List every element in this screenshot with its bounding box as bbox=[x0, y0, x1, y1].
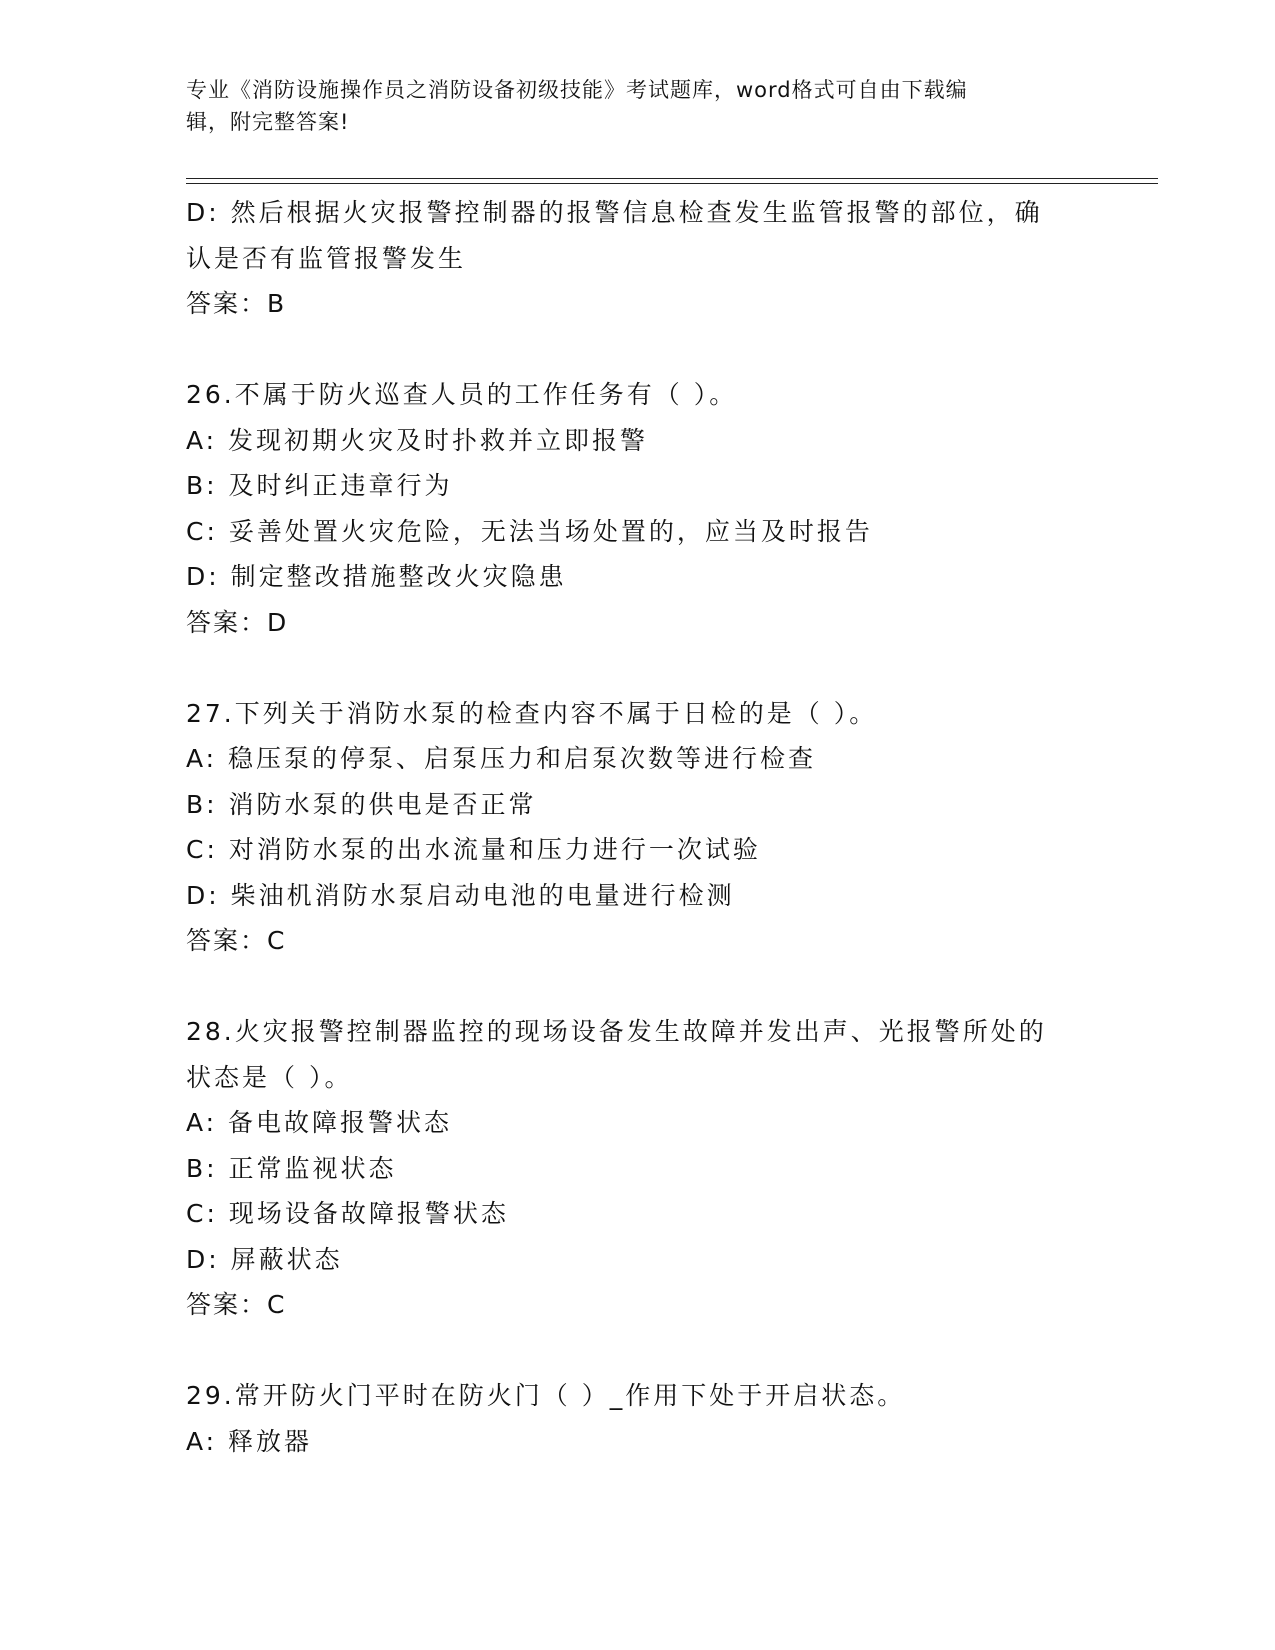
prev-option-d-line-1: D: 然后根据火灾报警控制器的报警信息检查发生监管报警的部位，确 bbox=[186, 198, 1043, 227]
header-divider-top bbox=[186, 178, 1158, 179]
option-b: B: 及时纠正违章行为 bbox=[186, 471, 453, 500]
option-b: B: 正常监视状态 bbox=[186, 1153, 397, 1183]
question-stem: 27.下列关于消防水泵的检查内容不属于日检的是（ ）。 bbox=[186, 698, 878, 728]
question-29 bbox=[186, 1373, 1086, 1464]
answer: 答案：C bbox=[186, 926, 287, 955]
header-line-1: 专业《消防设施操作员之消防设备初级技能》考试题库，word格式可自由下载编 bbox=[186, 78, 968, 102]
question-27 bbox=[186, 691, 1086, 964]
option-c: C: 妥善处置火灾危险，无法当场处置的，应当及时报告 bbox=[186, 516, 873, 546]
spacer bbox=[186, 645, 1086, 691]
answer: 答案：D bbox=[186, 607, 289, 637]
prev-option-d-line-2: 认是否有监管报警发生 bbox=[186, 243, 467, 273]
option-a: A: 释放器 bbox=[186, 1426, 313, 1456]
header-divider-bottom bbox=[186, 183, 1158, 184]
document-header bbox=[186, 74, 1066, 138]
question-stem: 28.火灾报警控制器监控的现场设备发生故障并发出声、光报警所处的 bbox=[186, 1017, 1047, 1046]
header-line-2: 辑，附完整答案! bbox=[186, 110, 350, 134]
question-list bbox=[186, 190, 1086, 1464]
option-d: D: 屏蔽状态 bbox=[186, 1244, 343, 1274]
option-a: A: 稳压泵的停泵、启泵压力和启泵次数等进行检查 bbox=[186, 744, 817, 773]
option-b: B: 消防水泵的供电是否正常 bbox=[186, 789, 537, 819]
question-stem-continued: 状态是（ ）。 bbox=[186, 1062, 353, 1092]
answer: 答案：C bbox=[186, 1290, 287, 1319]
option-c: C: 对消防水泵的出水流量和压力进行一次试验 bbox=[186, 835, 761, 864]
option-a: A: 备电故障报警状态 bbox=[186, 1108, 453, 1137]
option-c: C: 现场设备故障报警状态 bbox=[186, 1199, 509, 1228]
option-d: D: 柴油机消防水泵启动电池的电量进行检测 bbox=[186, 880, 735, 910]
spacer bbox=[186, 327, 1086, 373]
question-stem: 26.不属于防火巡查人员的工作任务有（ ）。 bbox=[186, 380, 738, 409]
prev-answer: 答案：B bbox=[186, 289, 287, 318]
question-26 bbox=[186, 372, 1086, 645]
option-d: D: 制定整改措施整改火灾隐患 bbox=[186, 562, 567, 591]
question-stem: 29.常开防火门平时在防火门（ ）_作用下处于开启状态。 bbox=[186, 1381, 906, 1410]
spacer bbox=[186, 1328, 1086, 1374]
question-28 bbox=[186, 1009, 1086, 1328]
spacer bbox=[186, 964, 1086, 1010]
option-a: A: 发现初期火灾及时扑救并立即报警 bbox=[186, 425, 649, 455]
